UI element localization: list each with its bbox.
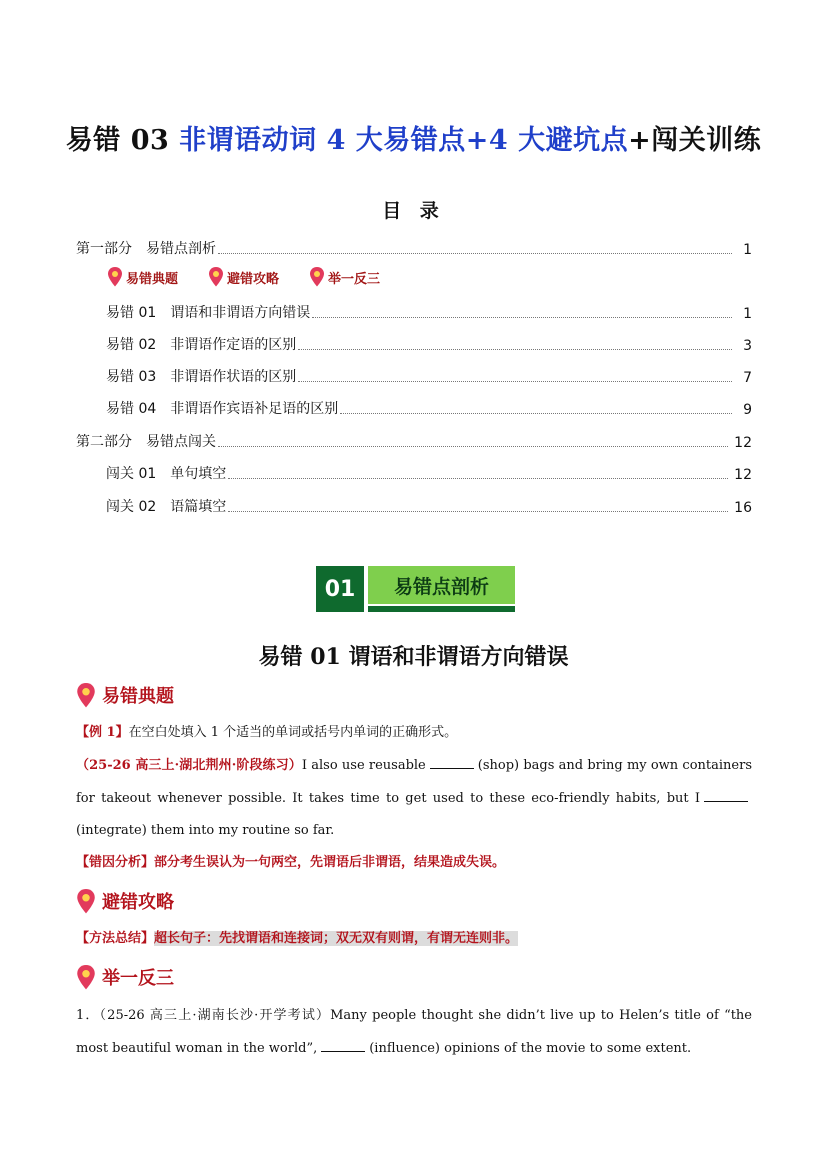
- question-number: 1．: [76, 1008, 100, 1023]
- location-pin-icon: [107, 267, 123, 287]
- toc-leader: [340, 413, 732, 414]
- banner-number: 01: [316, 566, 364, 612]
- toc-page-number: 9: [743, 402, 752, 418]
- question-source: （25-26 高三上·湖南长沙·开学考试）: [99, 1008, 331, 1023]
- toc-heading: 目 录: [382, 200, 445, 222]
- toc-tags: [107, 267, 380, 287]
- toc-tag-label: 避错攻略: [227, 271, 280, 287]
- method-text: 超长句子：先找谓语和连接词；双无双有则谓，有谓无连则非。: [154, 931, 519, 946]
- toc-item[interactable]: [106, 463, 752, 483]
- heading-label: 避错攻略: [102, 892, 174, 913]
- document-title: [0, 118, 827, 157]
- location-pin-icon: [309, 267, 325, 287]
- location-pin-icon: [76, 889, 96, 914]
- method-tag: 【方法总结】: [76, 931, 155, 946]
- toc-item-name: 非谓语作宾语补足语的区别: [170, 401, 339, 417]
- method-summary: [76, 923, 752, 956]
- toc-leader: [298, 349, 732, 350]
- toc-item-name: 非谓语作定语的区别: [170, 337, 297, 353]
- toc-part-label: 第二部分: [76, 434, 132, 450]
- location-pin-icon: [208, 267, 224, 287]
- instruction-text: 在空白处填入 1 个适当的单词或括号内单词的正确形式。: [128, 725, 458, 740]
- toc-item[interactable]: [106, 366, 752, 386]
- heading-label: 举一反三: [102, 968, 174, 989]
- example-tag: 【例 1】: [76, 725, 129, 740]
- title-suffix: +闯关训练: [628, 125, 762, 156]
- example-instruction: [76, 717, 752, 750]
- toc-page-number: 3: [743, 338, 752, 354]
- toc-item-name: 非谓语作状语的区别: [170, 369, 297, 385]
- toc-item-label: 易错 01: [106, 305, 157, 321]
- banner-text: 易错点剖析: [368, 566, 515, 604]
- toc-item[interactable]: [106, 496, 752, 516]
- question-source: （25-26 高三上·湖北荆州·阶段练习）: [76, 758, 302, 773]
- toc-item-label: 易错 04: [106, 401, 157, 417]
- toc-tag: [208, 267, 279, 287]
- question-text: (influence) opinions of the movie to some extent.: [369, 1040, 692, 1056]
- toc-leader: [218, 253, 732, 254]
- toc-part-name: 易错点闯关: [146, 434, 216, 450]
- answer-blank[interactable]: [704, 789, 748, 802]
- toc-page-number: 7: [743, 370, 752, 386]
- title-topic: 非谓语动词 4 大易错点+4 大避坑点: [179, 125, 629, 156]
- toc-item-label: 易错 03: [106, 369, 157, 385]
- answer-blank[interactable]: [430, 756, 474, 769]
- question-text: Many people thought she didn’t live up to Helen’s title of “the most beautiful woman in the world”,: [76, 1008, 752, 1056]
- toc-item-name: 语篇填空: [170, 499, 227, 515]
- typical-error-heading: [76, 682, 174, 708]
- toc-item-label: 闯关 01: [106, 466, 157, 482]
- banner-underline: [368, 606, 515, 612]
- analysis-tag: 【错因分析】: [76, 855, 155, 870]
- toc-item[interactable]: [106, 302, 752, 322]
- question-text: (shop) bags and bring my own containers for takeout whenever possible. It takes time to get used to these eco-friendly habits, but I: [76, 758, 752, 806]
- error-analysis: [76, 847, 752, 880]
- heading-label: 易错典题: [102, 686, 174, 707]
- toc-leader: [228, 478, 728, 479]
- section-title: 易错 01 谓语和非谓语方向错误: [258, 644, 569, 670]
- avoid-strategy-heading: [76, 888, 174, 914]
- toc-tag-label: 易错典题: [126, 271, 179, 287]
- practice-heading: [76, 964, 174, 990]
- question-text: (integrate) them into my routine so far.: [76, 823, 335, 838]
- toc-page-number: 1: [743, 242, 752, 258]
- location-pin-icon: [76, 683, 96, 708]
- example-question: [76, 750, 752, 848]
- toc-item-label: 闯关 02: [106, 499, 157, 515]
- title-prefix: 易错 03: [65, 125, 180, 156]
- toc-page-number: 12: [734, 435, 752, 451]
- practice-question-1: [76, 1000, 752, 1065]
- toc-page-number: 12: [734, 467, 752, 483]
- toc-tag: [107, 267, 178, 287]
- toc-tag-label: 举一反三: [328, 271, 381, 287]
- toc-item-label: 易错 02: [106, 337, 157, 353]
- toc-item[interactable]: [106, 334, 752, 354]
- toc-page-number: 16: [734, 500, 752, 516]
- toc-part1[interactable]: [76, 238, 752, 258]
- toc-leader: [298, 381, 732, 382]
- question-text: I also use reusable: [301, 758, 426, 773]
- answer-blank[interactable]: [321, 1039, 365, 1052]
- location-pin-icon: [76, 965, 96, 990]
- toc-leader: [312, 317, 732, 318]
- toc-part2[interactable]: [76, 431, 752, 451]
- toc-leader: [218, 446, 728, 447]
- toc-item-name: 谓语和非谓语方向错误: [170, 305, 311, 321]
- toc-item-name: 单句填空: [170, 466, 227, 482]
- toc-tag: [309, 267, 380, 287]
- toc-leader: [228, 511, 728, 512]
- section-banner: [316, 566, 515, 612]
- toc-part-label: 第一部分: [76, 241, 132, 257]
- toc-page-number: 1: [743, 306, 752, 322]
- toc-part-name: 易错点剖析: [146, 241, 216, 257]
- analysis-text: 部分考生误认为一句两空，先谓语后非谓语，结果造成失误。: [154, 855, 506, 870]
- toc-item[interactable]: [106, 398, 752, 418]
